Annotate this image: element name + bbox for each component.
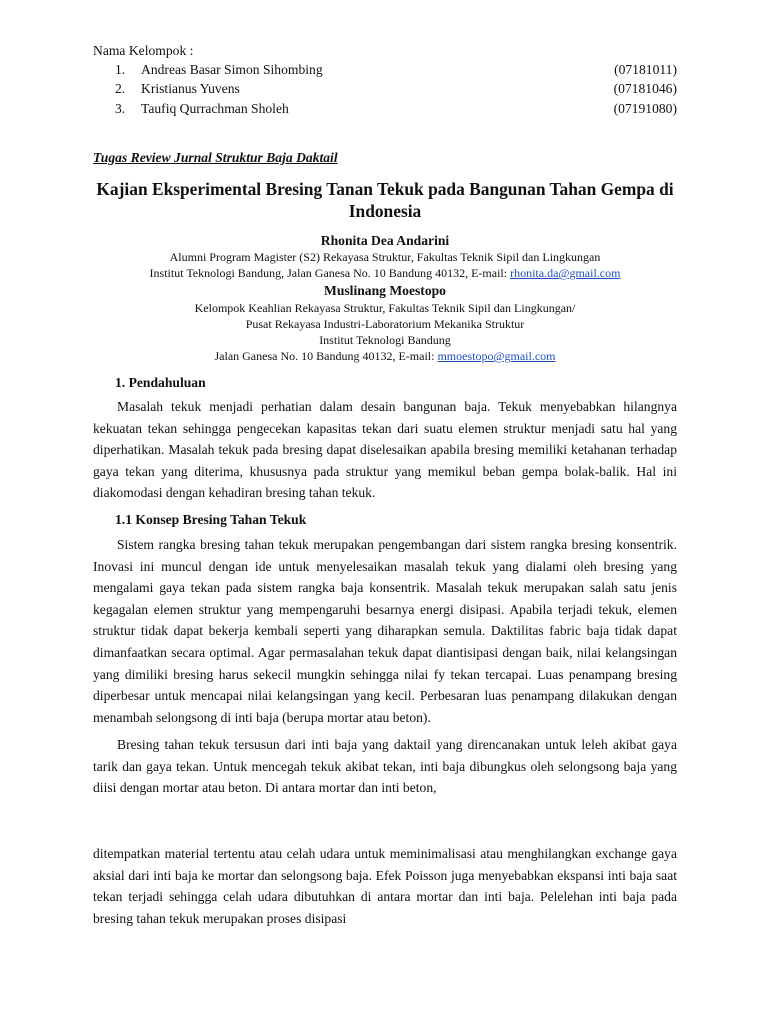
intro-paragraph: Masalah tekuk menjadi perhatian dalam desain bangunan baja. Tekuk menyebabkan hilangnya kekuatan tekan sehingga pengecekan kapasitas tekan dari suatu elemen struktur menjadi satu hal yang diperhatikan. Masalah tekuk pada bresing dapat diselesaikan apabila bresing memiliki ketahanan terhadap gaya tekan yang diterima, khususnya pada struktur yang memikul beban gempa bolak-balik. Hal ini diakomodasi dengan kehadiran bresing tahan tekuk. xyxy=(93,399,677,501)
member-name: Kristianus Yuvens xyxy=(141,81,240,96)
concept-paragraph-1: Sistem rangka bresing tahan tekuk merupakan pengembangan dari sistem rangka bresing konsentrik. Inovasi ini muncul dengan ide untuk menyelesaikan masalah tekuk yang dialami oleh bresing yang mengalami gaya tekan pada sistem rangka baja konsentrik. Masalah tekuk merupakan salah satu jenis kegagalan elemen struktur yang mempengaruhi besarnya energi disipasi. Apabila terjadi tekuk, elemen struktur tidak dapat bekerja kembali seperti yang diharapkan semula. Daktilitas fabric baja tidak dapat dimanfaatkan secara optimal. Agar permasalahan tekuk dapat diantisipasi dengan baik, nilai kelangsingan yang dimiliki bresing harus sekecil mungkin sehingga nilai fy tekan tercapai. Luas penampang bresing diperbesar untuk mencapai nilai kelangsingan yang kecil. Perbesaran luas penampang dilakukan dengan menambah selongsong di inti baja (berupa mortar atau beton). xyxy=(93,537,677,725)
email-link-2[interactable]: mmoestopo@gmail.com xyxy=(437,349,556,363)
email-link-1[interactable]: rhonita.da@gmail.com xyxy=(510,266,621,280)
member-number: 2. xyxy=(115,81,126,96)
task-title: Tugas Review Jurnal Struktur Baja Daktail xyxy=(93,150,338,165)
address-text: Institut Teknologi Bandung, Jalan Ganesa No. 10 Bandung 40132, E-mail: xyxy=(149,266,511,280)
author-affiliation-1: Alumni Program Magister (S2) Rekayasa Struktur, Fakultas Teknik Sipil dan Lingkungan xyxy=(169,250,601,264)
section-heading-concept: 1.1 Konsep Bresing Tahan Tekuk xyxy=(115,512,307,527)
member-row xyxy=(115,101,677,119)
author-address-2 xyxy=(93,349,677,364)
author-affiliation-2c: Institut Teknologi Bandung xyxy=(319,333,451,347)
member-number: 1. xyxy=(115,62,126,77)
author-affiliation-2b: Pusat Rekayasa Industri-Laboratorium Mekanika Struktur xyxy=(245,317,525,331)
author-name-2: Muslinang Moestopo xyxy=(324,283,446,298)
author-affiliation-2a: Kelompok Keahlian Rekayasa Struktur, Fakultas Teknik Sipil dan Lingkungan/ xyxy=(194,301,576,315)
member-row xyxy=(115,62,677,80)
address-text: Jalan Ganesa No. 10 Bandung 40132, E-mail: xyxy=(214,349,438,363)
section-heading-intro: 1. Pendahuluan xyxy=(115,375,206,390)
author-name-1: Rhonita Dea Andarini xyxy=(320,233,450,248)
continued-paragraph: ditempatkan material tertentu atau celah udara untuk meminimalisasi atau menghilangkan exchange gaya aksial dari inti baja ke mortar dan selongsong baja. Efek Poisson juga menyebabkan ekspansi inti baja saat tekan terjadi sehingga celah udara dibutuhkan di antara mortar dan inti baja. Pelelehan inti baja pada bresing tahan tekuk merupakan proses disipasi xyxy=(93,846,677,926)
member-nim: (07181011) xyxy=(614,62,677,77)
member-number: 3. xyxy=(115,101,126,116)
member-name: Taufiq Qurrachman Sholeh xyxy=(141,101,289,116)
author-address-1 xyxy=(93,266,677,281)
group-label: Nama Kelompok : xyxy=(93,43,194,58)
concept-paragraph-2: Bresing tahan tekuk tersusun dari inti baja yang daktail yang direncanakan untuk leleh akibat gaya tarik dan gaya tekan. Untuk mencegah tekuk akibat tekan, inti baja dibungkus oleh selongsong baja yang diisi dengan mortar atau beton. Di antara mortar dan inti beton, xyxy=(93,737,677,796)
member-nim: (07191080) xyxy=(613,101,677,116)
member-name: Andreas Basar Simon Sihombing xyxy=(141,62,323,77)
member-nim: (07181046) xyxy=(613,81,677,96)
member-row xyxy=(115,81,677,99)
paper-title: Kajian Eksperimental Bresing Tanan Tekuk pada Bangunan Tahan Gempa di Indonesia xyxy=(96,179,674,221)
